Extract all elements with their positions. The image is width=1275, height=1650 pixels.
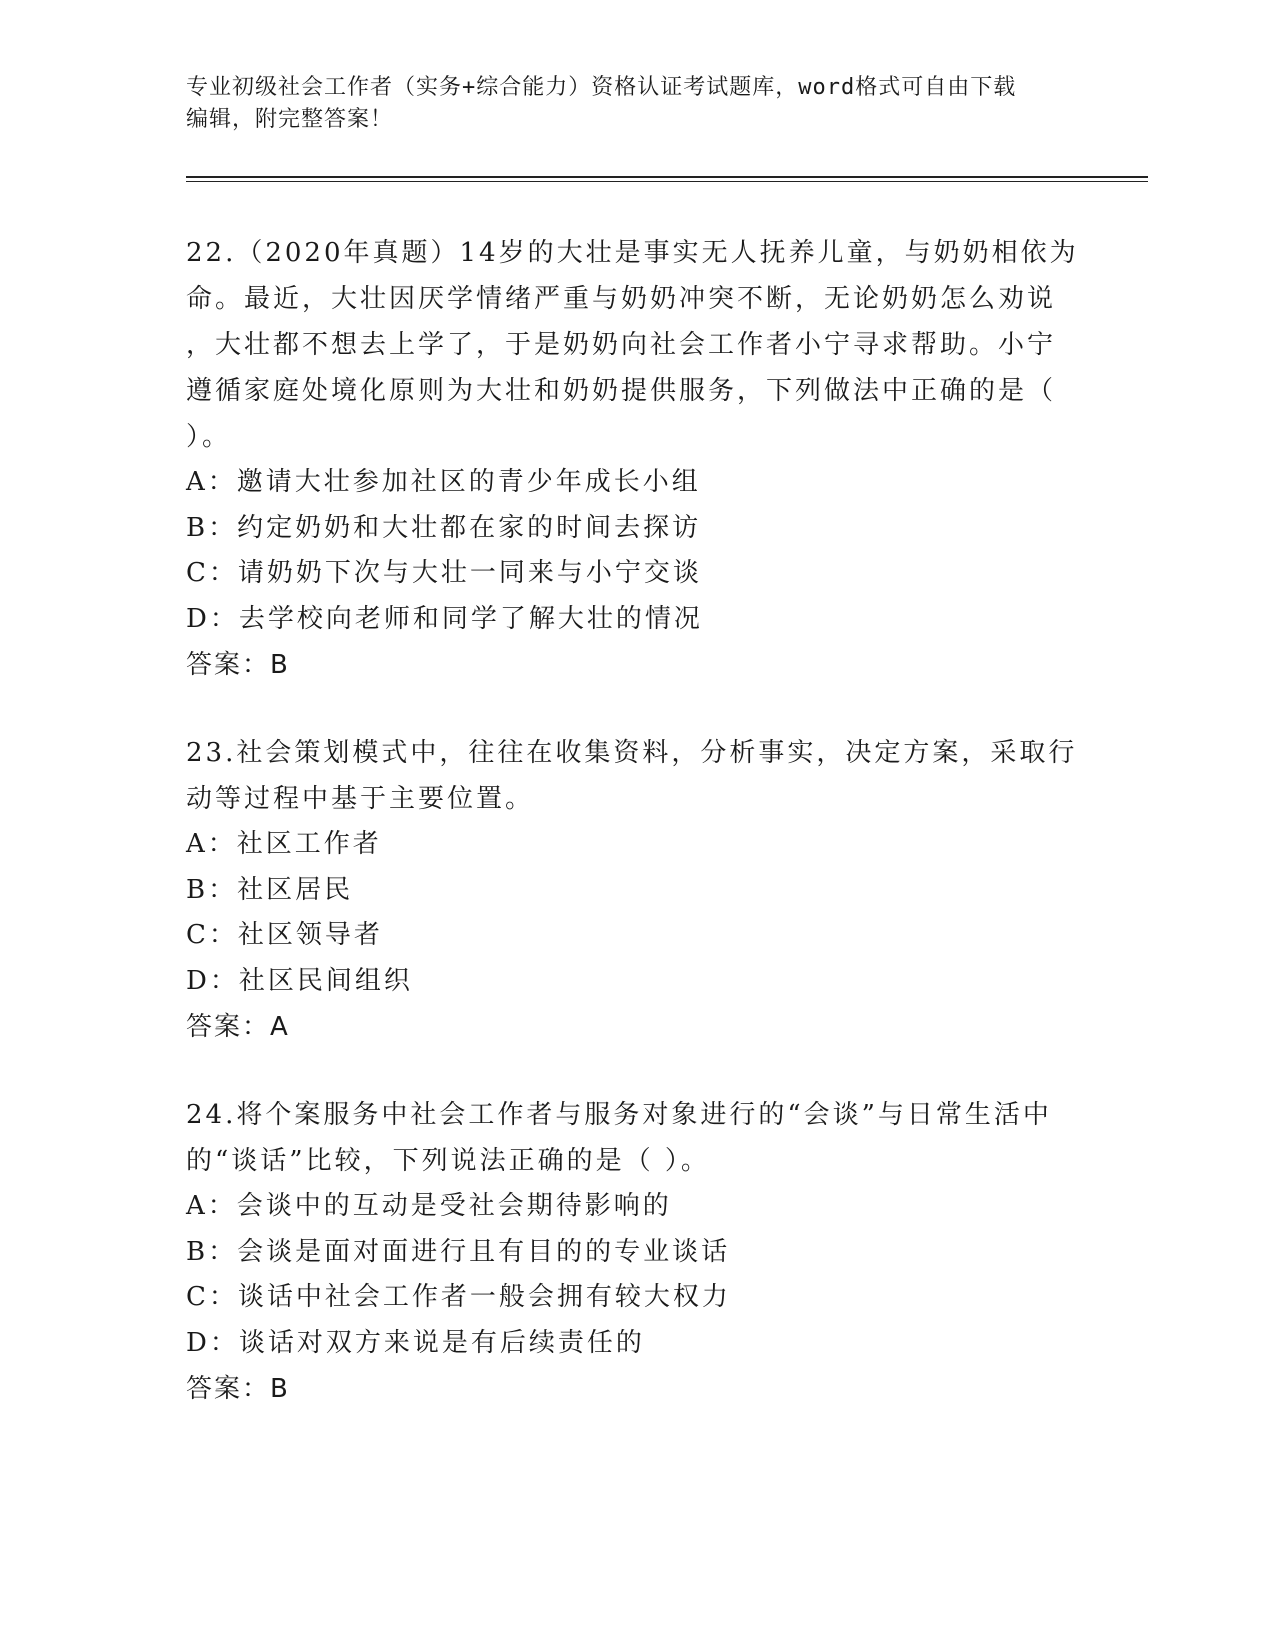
option-a: A：邀请大壮参加社区的青少年成长小组 (186, 467, 701, 497)
stem-line: 22.（2020年真题）14岁的大壮是事实无人抚养儿童，与奶奶相依为 (186, 238, 1079, 268)
option-b: B：会谈是面对面进行且有目的的专业谈话 (186, 1236, 731, 1267)
question-22 (186, 230, 1079, 688)
question-stem (186, 1092, 1066, 1184)
stem-line: 23.社会策划模式中，往往在收集资料，分析事实，决定方案，采取行 (186, 738, 1078, 768)
header-line-1: 专业初级社会工作者（实务+综合能力）资格认证考试题库，word格式可自由下载 (186, 75, 1017, 100)
option-d: D：社区民间组织 (186, 965, 413, 996)
option-b: B：社区居民 (186, 874, 354, 905)
option-a: A：社区工作者 (186, 829, 382, 859)
stem-line: 命。最近，大壮因厌学情绪严重与奶奶冲突不断，无论奶奶怎么劝说 (186, 284, 1057, 314)
header-line-2: 编辑，附完整答案！ (186, 107, 394, 132)
question-stem (186, 730, 1078, 822)
stem-line: 的“谈话”比较，下列说法正确的是（ ）。 (186, 1146, 710, 1176)
option-d: D：谈话对双方来说是有后续责任的 (186, 1327, 645, 1358)
question-24 (186, 1092, 1066, 1412)
option-b: B：约定奶奶和大壮都在家的时间去探访 (186, 512, 702, 543)
stem-line: 动等过程中基于主要位置。 (186, 784, 535, 814)
option-c: C：社区领导者 (186, 920, 383, 950)
question-stem (186, 230, 1079, 460)
question-23 (186, 730, 1078, 1050)
stem-line: ）。 (186, 422, 232, 452)
stem-line: 遵循家庭处境化原则为大壮和奶奶提供服务，下列做法中正确的是（ (186, 376, 1057, 406)
option-d: D：去学校向老师和同学了解大壮的情况 (186, 603, 703, 634)
header-divider-thin (186, 181, 1148, 182)
option-c: C：谈话中社会工作者一般会拥有较大权力 (186, 1282, 731, 1312)
option-a: A：会谈中的互动是受社会期待影响的 (186, 1191, 672, 1221)
stem-line: 24.将个案服务中社会工作者与服务对象进行的“会谈”与日常生活中 (186, 1100, 1052, 1130)
option-c: C：请奶奶下次与大壮一同来与小宁交谈 (186, 558, 702, 588)
answer: 答案：B (186, 650, 290, 680)
stem-line: ，大壮都不想去上学了，于是奶奶向社会工作者小宁寻求帮助。小宁 (186, 330, 1057, 360)
answer: 答案：A (186, 1012, 290, 1042)
answer: 答案：B (186, 1374, 290, 1404)
document-header (186, 72, 1086, 136)
header-divider-thick (186, 176, 1148, 178)
